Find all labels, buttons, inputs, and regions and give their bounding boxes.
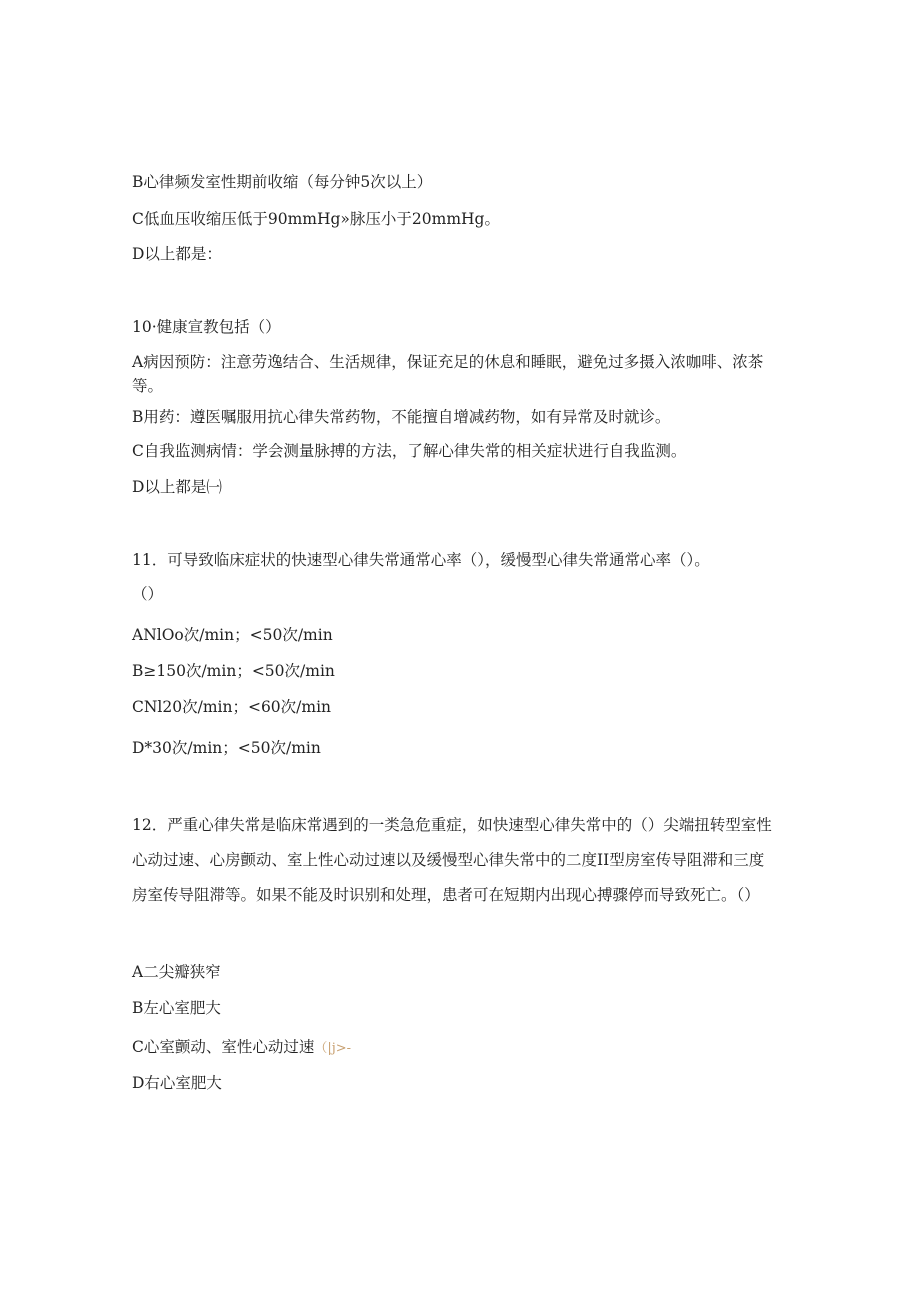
q11-stem-tail: （） (132, 585, 164, 603)
q11-option-c: CNl20次/min；<60次/min (132, 698, 332, 716)
q10-option-d: D以上都是㈠ (132, 478, 222, 496)
q12-option-c-mark: （|j>- (314, 1041, 352, 1056)
q12-option-c-row (132, 1035, 351, 1061)
q9-option-c: C低血压收缩压低于90mmHg»脉压小于20mmHg。 (132, 210, 500, 228)
q12-stem: 12．严重心律失常是临床常遇到的一类急危重症，如快速型心律失常中的（）尖端扭转型室性心动过速、心房颤动、室上性心动过速以及缓慢型心律失常中的二度II型房室传导阻滞和三度房室传导阻滞等。如果不能及时识别和处理，患者可在短期内出现心搏骤停而导致死亡。（） (132, 816, 772, 904)
q12-option-d: D右心室肥大 (132, 1074, 222, 1092)
q11-stem: 11．可导致临床症状的快速型心律失常通常心率（），缓慢型心律失常通常心率（）。 (132, 551, 710, 569)
q11-option-b: B≥150次/min；<50次/min (132, 662, 335, 680)
q12-option-a: A二尖瓣狭窄 (132, 963, 221, 981)
q10-option-a: A病因预防：注意劳逸结合、生活规律，保证充足的休息和睡眠，避免过多摄入浓咖啡、浓茶等。 (132, 353, 764, 395)
q10-stem: 10·健康宣教包括（） (132, 318, 281, 336)
q12-option-b: B左心室肥大 (132, 999, 221, 1017)
q9-option-b: B心律频发室性期前收缩（每分钟5次以上） (132, 173, 433, 191)
q11-option-d: D*30次/min；<50次/min (132, 739, 321, 757)
q10-option-c: C自我监测病情：学会测量脉搏的方法，了解心律失常的相关症状进行自我监测。 (132, 442, 687, 460)
q10-option-b: B用药：遵医嘱服用抗心律失常药物，不能擅自增减药物，如有异常及时就诊。 (132, 408, 671, 426)
q9-option-d: D以上都是： (132, 245, 222, 263)
q11-option-a: ANlOo次/min；<50次/min (132, 626, 333, 644)
q12-option-c: C心室颤动、室性心动过速 (132, 1038, 315, 1056)
